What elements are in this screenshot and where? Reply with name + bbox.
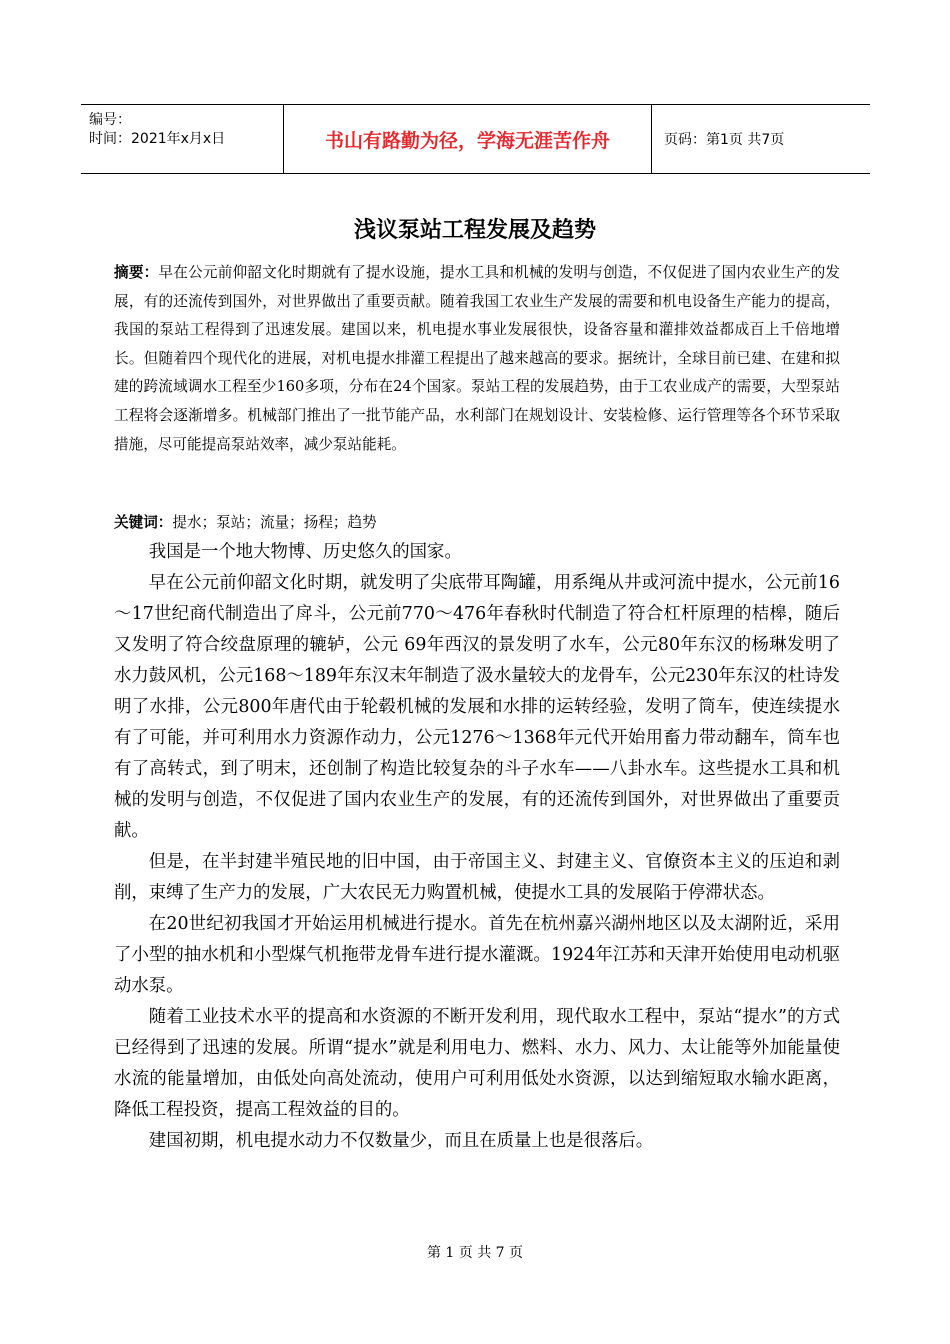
time-label: 时间：2021年x月x日: [89, 131, 226, 147]
header-meta-cell: [81, 105, 284, 173]
paragraph: 建国初期，机电提水动力不仅数量少，而且在质量上也是很落后。: [148, 1131, 654, 1151]
paragraph: 早在公元前仰韶文化时期，就发明了尖底带耳陶罐，用系绳从井或河流中提水，公元前16～17世纪商代制造出了戽斗，公元前770～476年春秋时代制造了符合杠杆原理的桔槔，随后又发明了符合绞盘原理的辘轳，公元 69年西汉的景发明了水车，公元80年东汉的杨琳发明了水力鼓风机，公元168～189年东汉末年制造了汲水量较大的龙骨车，公元230年东汉的杜诗发明了水排，公元800年唐代由于轮毂机械的发展和水排的运转经验，发明了筒车，使连续提水有了可能，并可利用水力资源作动力，公元1276～1368年元代开始用畜力带动翻车，筒车也有了高转式，到了明末，还创制了构造比较复杂的斗子水车——八卦水车。这些提水工具和机械的发明与创造，不仅促进了国内农业生产的发展，有的还流传到国外，对世界做出了重要贡献。: [114, 573, 840, 841]
page-info: 页码：第1页 共7页: [664, 132, 785, 148]
number-label: 编号：: [89, 112, 131, 128]
keywords: [114, 509, 840, 537]
paragraph: 在20世纪初我国才开始运用机械进行提水。首先在杭州嘉兴湖州地区以及太湖附近，采用了小型的抽水机和小型煤气机拖带龙骨车进行提水灌溉。1924年江苏和天津开始使用电动机驱动水泵。: [114, 914, 840, 996]
page-footer: 第 1 页 共 7 页: [426, 1245, 524, 1261]
abstract-text: 早在公元前仰韶文化时期就有了提水设施，提水工具和机械的发明与创造，不仅促进了国内农业生产的发展，有的还流传到国外，对世界做出了重要贡献。随着我国工农业生产发展的需要和机电设备生产能力的提高，我国的泵站工程得到了迅速发展。建国以来，机电提水事业发展很快，设备容量和灌排效益都成百上千倍地增长。但随着四个现代化的进展，对机电提水排灌工程提出了越来越高的要求。据统计，全球目前已建、在建和拟建的跨流域调水工程至少160多项，分布在24个国家。泵站工程的发展趋势，由于工农业成产的需要，大型泵站工程将会逐渐增多。机械部门推出了一批节能产品，水利部门在规划设计、安装检修、运行管理等各个环节采取措施，尽可能提高泵站效率，减少泵站能耗。: [114, 264, 840, 453]
keywords-text: 提水；泵站；流量；扬程；趋势: [172, 514, 377, 531]
header-table: [81, 104, 870, 174]
abstract: [114, 259, 840, 459]
paragraph: 随着工业技术水平的提高和水资源的不断开发利用，现代取水工程中，泵站“提水”的方式已经得到了迅速的发展。所谓“提水”就是利用电力、燃料、水力、风力、太让能等外加能量使水流的能量增加，由低处向高处流动，使用户可利用低处水资源，以达到缩短取水输水距离，降低工程投资，提高工程效益的目的。: [114, 1007, 840, 1120]
paragraph: 但是，在半封建半殖民地的旧中国，由于帝国主义、封建主义、官僚资本主义的压迫和剥削，束缚了生产力的发展，广大农民无力购置机械，使提水工具的发展陷于停滞状态。: [114, 852, 840, 903]
motto: 书山有路勤为径，学海无涯苦作舟: [284, 105, 652, 173]
abstract-label: 摘要：: [114, 264, 159, 281]
keywords-label: 关键词：: [114, 514, 173, 531]
body-text: [114, 537, 840, 1157]
document-title: 浅议泵站工程发展及趋势: [353, 218, 596, 243]
paragraph: 我国是一个地大物博、历史悠久的国家。: [148, 542, 462, 562]
